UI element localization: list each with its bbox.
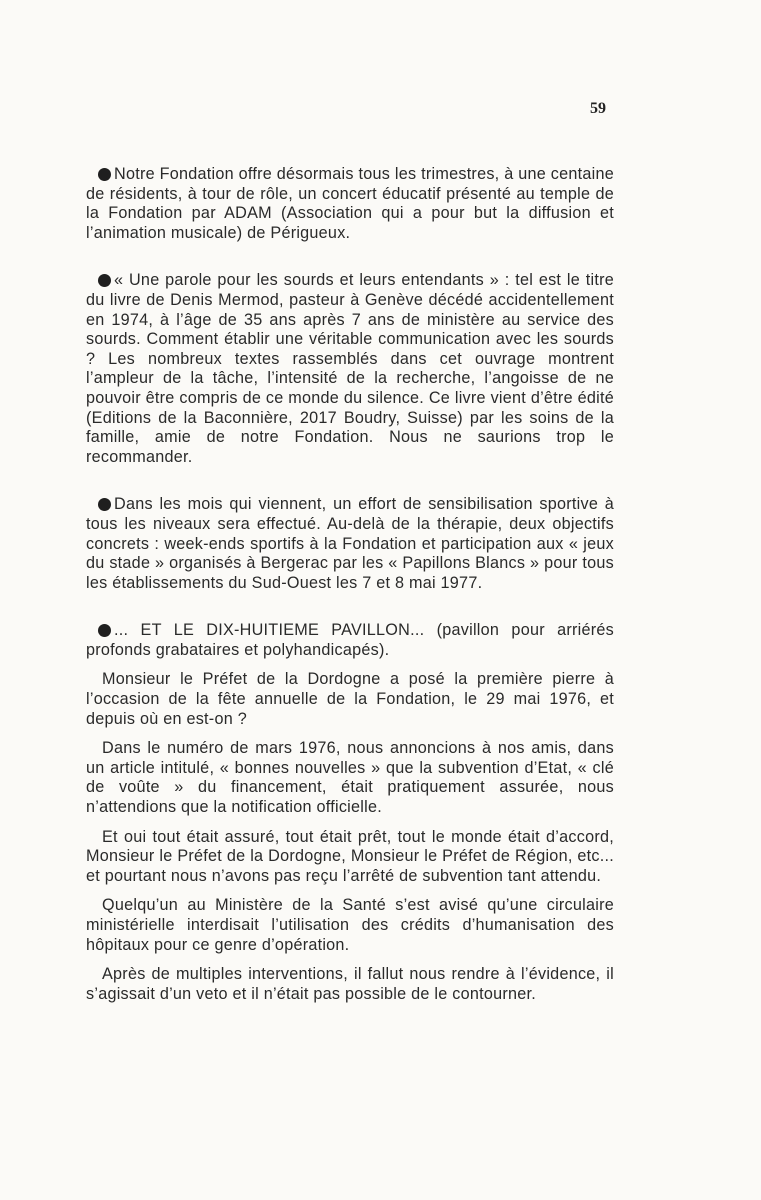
paragraph-book [86, 271, 614, 467]
paragraph-pavillon-heading-text: ... ET LE DIX-HUITIEME PAVILLON... (pavillon pour arriérés profonds grabataires et polyhandicapés). [86, 621, 614, 659]
bullet-icon [98, 274, 111, 287]
paragraph-sport-text: Dans les mois qui viennent, un effort de sensibilisation sportive à tous les niveaux sera effectué. Au-delà de la thérapie, deux objectifs concrets : week-ends sportifs à la Fondation et participation aux « jeux du stade » organisés à Bergerac par les « Papillons Blancs » pour tous les établissements du Sud-Ouest les 7 et 8 mai 1977. [86, 495, 614, 592]
paragraph-ministry: Quelqu’un au Ministère de la Santé s’est avisé qu’une circulaire ministérielle interdisait l’utilisation des crédits d’humanisation des hôpitaux pour ce genre d’opération. [86, 896, 614, 954]
paragraph-veto: Après de multiples interventions, il fallut nous rendre à l’évidence, il s’agissait d’un veto et il n’était pas possible de le contourner. [86, 965, 614, 1003]
paragraph-book-text: « Une parole pour les sourds et leurs entendants » : tel est le titre du livre de Denis Mermod, pasteur à Genève décédé accidentellement en 1974, à l’âge de 35 ans après 7 ans de ministère au service des sourds. Comment établir une véritable communication avec les sourds ? Les nombreux textes rassemblés dans cet ouvrage montrent l’ampleur de la tâche, l’intensité de la recherche, l’angoisse de ne pouvoir être compris de ce monde du silence. Ce livre vient d’être édité (Editions de la Baconnière, 2017 Boudry, Suisse) par les soins de la famille, amie de notre Fondation. Nous ne saurions trop le recommander. [86, 271, 614, 466]
page-body [86, 165, 614, 1004]
paragraph-good-news: Dans le numéro de mars 1976, nous annoncions à nos amis, dans un article intitulé, « bonnes nouvelles » que la subvention d’Etat, « clé de voûte » du financement, était pratiquement assurée, nous n’attendions que la notification officielle. [86, 739, 614, 817]
paragraph-sport [86, 495, 614, 593]
paragraph-concert [86, 165, 614, 243]
bullet-icon [98, 168, 111, 181]
paragraph-pavillon-heading [86, 621, 614, 660]
paragraph-all-ready: Et oui tout était assuré, tout était prêt, tout le monde était d’accord, Monsieur le Préfet de la Dordogne, Monsieur le Préfet de Région, etc... et pourtant nous n’avons pas reçu l’arrêté de subvention tant attendu. [86, 827, 614, 885]
page-number: 59 [590, 100, 606, 117]
bullet-icon [98, 498, 111, 511]
paragraph-first-stone: Monsieur le Préfet de la Dordogne a posé la première pierre à l’occasion de la fête annuelle de la Fondation, le 29 mai 1976, et depuis où en est-on ? [86, 670, 614, 728]
bullet-icon [98, 624, 111, 637]
paragraph-concert-text: Notre Fondation offre désormais tous les trimestres, à une centaine de résidents, à tour de rôle, un concert éducatif présenté au temple de la Fondation par ADAM (Association qui a pour but la diffusion et l’animation musicale) de Périgueux. [86, 165, 614, 242]
